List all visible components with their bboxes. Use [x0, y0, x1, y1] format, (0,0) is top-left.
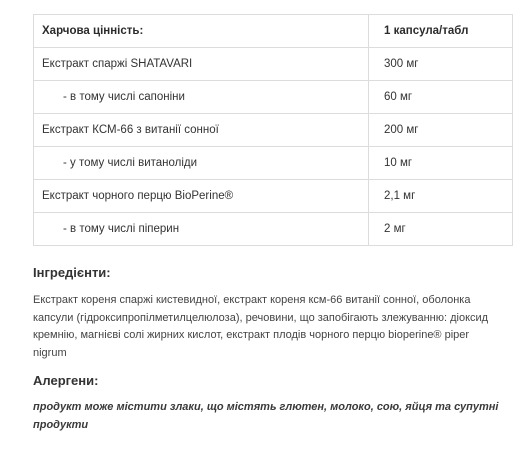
allergens-title: Алергени: [33, 373, 99, 388]
header-nutrition-label: Харчова цінність: [34, 15, 369, 48]
row-value: 200 мг [369, 114, 513, 147]
table-row [34, 213, 513, 246]
row-value: 300 мг [369, 48, 513, 81]
table-header-row [34, 15, 513, 48]
row-value: 60 мг [369, 81, 513, 114]
row-name: Екстракт чорного перцю BioPerine® [34, 180, 369, 213]
table-row [34, 147, 513, 180]
table-row [34, 48, 513, 81]
row-name: - у тому числі витаноліди [34, 147, 369, 180]
ingredients-title: Інгредієнти: [33, 265, 111, 280]
row-value: 2 мг [369, 213, 513, 246]
row-name: Екстракт КСМ-66 з витанії сонної [34, 114, 369, 147]
table-row [34, 180, 513, 213]
nutrition-table [33, 14, 513, 246]
row-name: - в тому числі сапоніни [34, 81, 369, 114]
row-value: 2,1 мг [369, 180, 513, 213]
allergens-text: продукт може містити злаки, що містять глютен, молоко, сою, яйця та супутні продукти [33, 401, 499, 431]
row-value: 10 мг [369, 147, 513, 180]
table-row [34, 81, 513, 114]
row-name: - в тому числі піперин [34, 213, 369, 246]
row-name: Екстракт спаржі SHATAVARI [34, 48, 369, 81]
header-serving-label: 1 капсула/табл [369, 15, 513, 48]
ingredients-text: Екстракт кореня спаржі кистевидної, екстракт кореня ксм-66 витанії сонної, оболонка капсули (гідроксипропілметилцелюлоза), речовини, що запобігають злежуванню: діоксид кремнію, магнієві солі жирних кислот, екстракт плодів чорного перцю bioperine® piper nigrum [33, 294, 489, 359]
table-row [34, 114, 513, 147]
